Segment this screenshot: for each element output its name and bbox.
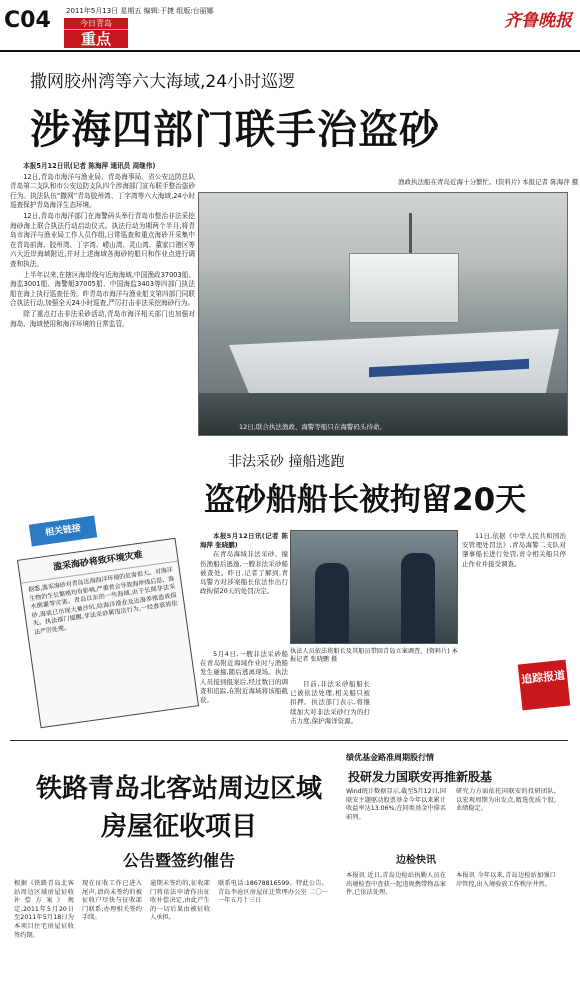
follow-up-stamp: 追踪报道 — [518, 660, 571, 711]
article3-subhead: 公告暨签约催告 — [122, 851, 235, 870]
right-subhead: 边检快讯 — [396, 855, 436, 866]
right-kicker: 绩优基金路准周期股行情 — [346, 753, 434, 762]
section-main: 重点 — [80, 30, 111, 48]
sidebar-title: 滥采海砂将致环境灾难 — [18, 539, 178, 584]
article2-paragraph: 5月4日,一艘非法采砂船在青岛附近海域作业时与渔船发生碰撞,随后逃离现场。执法人员接到报案后,经过数日的调查和追踪,在附近海域将该船截获。 — [200, 650, 288, 705]
photo1-note: 渔政执法船在青岛近海十分繁忙。(资料片) 本报记者 陈海萍 摄 — [398, 178, 579, 186]
right-column: 本报讯 今年以来,青岛边检站加强口岸管控,出入境验放工作秩序井然。 — [456, 872, 556, 888]
masthead — [0, 0, 580, 56]
article1-paragraph: 12日,青岛市海洋部门在海警码头举行青岛市整治非法采挖海砂海上联合执法行动启动仪式。执法行动为期两个半月,将青岛市海洋与渔业局工作人员作组,日常巡查和重点海砂开采集中在青岛前海、胶州湾、丁字湾、崂山湾、灵山湾、董家口港区等六大近岸海域附近,并对上述海域各海砂的船只和作业点进行调查和执法。 — [10, 211, 195, 268]
date-editor-line: 2011年5月13日 星期五 编辑:于捷 组版:台丽娜 — [66, 7, 214, 15]
article3-column: 逾期未签约的,征收部门将依法申请作出征收补偿决定,由此产生的一切后果由被征收人承担。 — [150, 880, 210, 922]
ship-hull — [229, 313, 559, 393]
article2-paragraph: 11日,依据《中华人民共和国治安管理处罚法》,青岛海警二支队对肇事船长进行处罚,责令相关船只停止作业并接受调查。 — [462, 532, 566, 568]
sidebar-body: 据悉,滥采海砂对青岛近海海洋环境的危害很大。对海洋生物的生长繁殖均有影响,严重者会导致海岸线后退、海水倒灌等灾害。青岛以东的一些海域,由于长期非法采砂,海底已出现大量沙坑,给海洋渔业及近海养殖造成损失。执法部门提醒,非法采砂属违法行为,一经查获将依法严厉处理。 — [27, 566, 179, 637]
right-headline: 投研发力国联安再推新股基 — [348, 770, 493, 784]
sidebar-box — [17, 538, 199, 729]
article2-column — [200, 532, 288, 596]
section-tab — [64, 18, 128, 48]
arrest-photo — [290, 530, 458, 644]
article3-headline: 铁路青岛北客站周边区域房屋征收项目 — [35, 774, 322, 842]
officer-figure — [401, 553, 435, 643]
article1-paragraph: 除了重点打击非法采砂活动,青岛市海洋相关部门也加强对海岛、海域使用和海洋环境的日常监管。 — [10, 309, 195, 328]
related-link-label: 相关链接 — [29, 516, 97, 547]
article1-paragraph: 12日,青岛市海洋与渔业局、青岛海事局、省公安边防总队青岛第二支队和市公安边防支队四个涉海部门宣布联手整治盗砂行为。执法队伍“撒网”青岛胶州湾、丁字湾等六大海域,24小时巡查保护青岛海洋生态环境。 — [10, 172, 195, 210]
top-rule — [0, 50, 580, 52]
page-number: C04 — [4, 8, 51, 33]
article2-column — [290, 680, 370, 726]
right-column: 本报讯 近日,青岛边检站执勤人员在出境检查中查获一起违规携带物品案件,已依法处理。 — [346, 872, 446, 897]
article2-headline: 盗砂船船长被拘留20天 — [204, 482, 527, 518]
article2-column — [462, 532, 566, 569]
article2-paragraph: 在青岛海域非法采砂、撞伤渔船后逃逸,一艘非法采砂船被查处。昨日,记者了解到,青岛警方对涉案船长依法作出行政拘留20天的处罚决定。 — [200, 550, 288, 596]
article1-kicker: 撒网胶州湾等六大海域,24小时巡逻 — [30, 72, 296, 92]
article2-column — [200, 650, 288, 705]
article3-column: 联系电话:18678816599。特此公告。青岛李沧区房屋征迁管理办公室 二〇一一年五月十三日 — [218, 880, 328, 905]
article1-paragraph: 上半年以来,在辖区海岸线与近海海域,中国渔政37003船、海监3001船、海警艇37005船、中国海监3403等四部门执法船在海上执行巡查任务。昨青岛市海洋与渔业船支第四部门同联合执法行动,加强全天24小时巡查,严厉打击非法采挖海砂行为。 — [10, 270, 195, 308]
photo2-note: 执法人员依法将船长及其船员带回青岛立案调查。(资料片) 本报记者 张晓鹏 摄 — [290, 648, 458, 664]
article2-paragraph: 目前,非法采砂船船长已被依法处理,相关船只被扣押。执法部门表示,将继续加大对非法采砂行为的打击力度,保护海洋资源。 — [290, 680, 370, 725]
article1-body — [10, 162, 195, 330]
middle-rule — [10, 740, 568, 741]
photo1-caption: 12日,联合执法渔政、海警等船只在海警码头待命。 — [239, 422, 386, 431]
article3-column: 根据《铁路青岛北客站周边区域房屋征收补偿方案》规定,2011年5月20日至2011年5月18日为本项目住宅房屋征收签约期。 — [14, 880, 74, 939]
right-column: Wind统计数据显示,截至5月12日,国联安主题驱动股票基金今年以来累计收益率达13.06%,在同类基金中排名前列。 — [346, 788, 446, 821]
section-sub: 今日青岛 — [64, 18, 128, 30]
article2-kicker: 非法采砂 撞船逃跑 — [228, 454, 345, 470]
person-figure — [315, 563, 349, 643]
paper-logo: 齐鲁晚报 — [504, 11, 572, 31]
patrol-ship-photo — [198, 192, 568, 436]
right-column: 研究力方面依托国联安的投研团队,以宏观周期为出发点,精选优质个股,业绩稳定。 — [456, 788, 556, 813]
ship-cabin — [349, 253, 459, 323]
article1-byline: 本报5月12日讯(记者 陈海萍 通讯员 周继伟) — [23, 162, 156, 170]
article2-byline: 本报5月12日讯(记者 陈海萍 张晓鹏) — [200, 532, 288, 550]
article1-headline: 涉海四部门联手治盗砂 — [30, 107, 440, 153]
article3-column: 现在征收工作已进入尾声,请尚未签约的被征收户尽快与征收部门联系,办理相关签约手续。 — [82, 880, 142, 922]
